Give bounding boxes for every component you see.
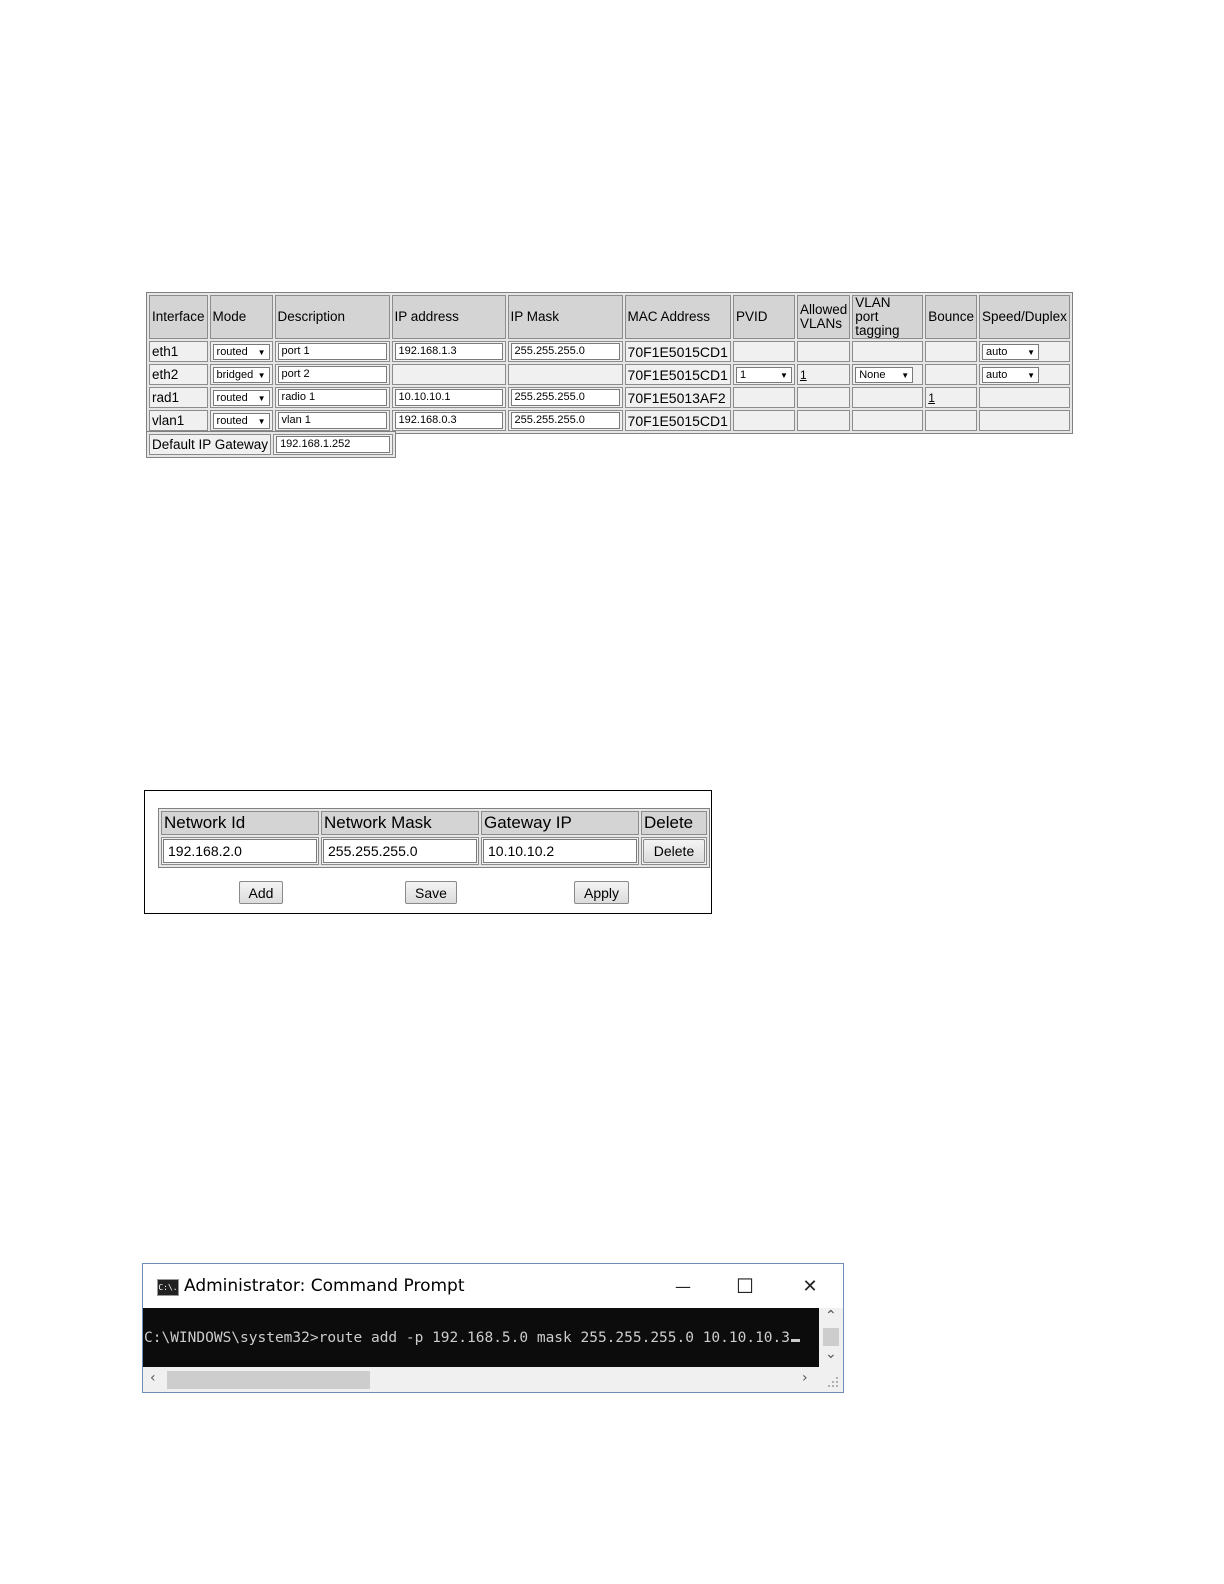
text-cursor [791,1339,800,1342]
speed-value: auto [986,369,1008,381]
default-gateway-input[interactable]: 192.168.1.252 [276,436,390,453]
default-gateway-label: Default IP Gateway [149,434,271,455]
command-prompt-window [142,1263,844,1393]
vlan-tagging-cell [852,410,923,431]
vlan-tagging-cell [852,341,923,362]
scroll-left-icon[interactable]: ‹ [150,1370,156,1386]
interface-header-row [149,295,1070,339]
add-route-button[interactable]: Add [239,881,283,904]
interface-row [149,341,1070,362]
interface-row [149,387,1070,408]
mac-address: 70F1E5015CD1 [625,341,731,362]
routes-header-row [161,811,707,835]
interface-name: eth2 [149,364,208,385]
static-routes-panel [144,790,712,914]
mac-address: 70F1E5015CD1 [625,364,731,385]
cmd-icon: C:\. [157,1279,179,1296]
interface-name: eth1 [149,341,208,362]
console-area[interactable] [143,1308,819,1367]
ip-address-input[interactable]: 10.10.10.1 [395,389,503,406]
apply-button[interactable]: Apply [574,881,629,904]
resize-grip-icon[interactable] [819,1367,843,1392]
header-interface: Interface [149,295,208,339]
window-title: Administrator: Command Prompt [184,1276,465,1296]
header-mac-address: MAC Address [625,295,731,339]
interface-name: vlan1 [149,410,208,431]
header-delete: Delete [641,811,707,835]
static-routes-table [158,808,710,868]
command-text: C:\WINDOWS\system32>route add -p 192.168.5.0 mask 255.255.255.0 10.10.10.3 [144,1330,791,1346]
scroll-right-icon[interactable]: › [802,1370,808,1386]
mode-value: routed [216,392,248,404]
chevron-down-icon: ▼ [257,393,266,403]
close-icon[interactable]: ✕ [802,1275,818,1297]
chevron-down-icon: ▼ [257,370,266,380]
minimize-icon[interactable]: — [675,1276,691,1296]
mode-select[interactable] [213,413,270,429]
route-row [161,837,707,865]
allowed-vlans-cell [797,341,850,362]
interface-name: rad1 [149,387,208,408]
header-network-mask: Network Mask [321,811,479,835]
ip-mask-cell [508,364,623,385]
resize-grip-graphic [819,1367,843,1392]
vertical-scroll-thumb[interactable] [823,1328,839,1346]
horizontal-scroll-thumb[interactable] [167,1371,370,1389]
allowed-vlans-cell [797,387,850,408]
header-description: Description [275,295,390,339]
speed-value: auto [986,346,1008,358]
network-mask-input[interactable]: 255.255.255.0 [323,839,477,863]
horizontal-scrollbar[interactable] [143,1367,819,1392]
header-vlan-port-tagging: VLAN port tagging [852,295,923,339]
mode-value: routed [216,346,248,358]
header-allowed-vlans: Allowed VLANs [797,295,850,339]
bounce-cell [925,410,977,431]
pvid-cell [733,387,795,408]
default-gateway-table [146,431,396,458]
title-bar[interactable] [143,1264,843,1308]
header-network-id: Network Id [161,811,319,835]
ip-mask-input[interactable]: 255.255.255.0 [511,412,620,429]
ip-address-input[interactable]: 192.168.1.3 [395,343,503,360]
mode-value: bridged [216,369,254,381]
ip-address-input[interactable]: 192.168.0.3 [395,412,503,429]
vlan-tagging-select[interactable] [855,367,913,383]
header-mode: Mode [210,295,273,339]
chevron-down-icon: ▼ [901,370,910,380]
header-bounce: Bounce [925,295,977,339]
description-input[interactable]: radio 1 [278,389,387,406]
pvid-value: 1 [739,369,747,381]
speed-duplex-cell [979,387,1070,408]
allowed-vlans-cell [797,410,850,431]
vlan-tagging-value: None [859,369,886,381]
mode-value: routed [216,415,248,427]
speed-duplex-cell [979,410,1070,431]
vertical-scrollbar[interactable] [819,1308,843,1367]
mac-address: 70F1E5013AF2 [625,387,731,408]
pvid-select[interactable] [736,367,792,383]
speed-duplex-select[interactable] [982,367,1039,383]
bounce-link[interactable]: 1 [928,391,935,405]
bounce-cell [925,364,977,385]
mac-address: 70F1E5015CD1 [625,410,731,431]
vlan-tagging-cell [852,387,923,408]
save-button[interactable]: Save [405,881,457,904]
header-gateway-ip: Gateway IP [481,811,639,835]
description-input[interactable]: port 2 [278,366,387,383]
ip-mask-input[interactable]: 255.255.255.0 [511,343,620,360]
pvid-cell [733,341,795,362]
mode-select[interactable] [213,344,270,360]
ip-address-cell [392,364,506,385]
scroll-up-icon[interactable]: ⌃ [825,1308,837,1324]
gateway-ip-input[interactable]: 10.10.10.2 [483,839,637,863]
interface-table [146,292,1073,434]
console-line [144,1330,800,1346]
speed-duplex-select[interactable] [982,344,1039,360]
header-ip-mask: IP Mask [508,295,623,339]
network-id-input[interactable]: 192.168.2.0 [163,839,317,863]
ip-mask-input[interactable]: 255.255.255.0 [511,389,620,406]
header-ip-address: IP address [392,295,506,339]
chevron-down-icon: ▼ [257,416,266,426]
interface-row [149,410,1070,431]
bounce-cell [925,341,977,362]
mode-select[interactable] [213,390,270,406]
delete-route-button[interactable]: Delete [643,839,705,863]
header-pvid: PVID [733,295,795,339]
chevron-down-icon: ▼ [1027,347,1036,357]
chevron-down-icon: ▼ [257,347,266,357]
maximize-icon[interactable]: ☐ [736,1274,754,1298]
interface-row [149,364,1070,385]
chevron-down-icon: ▼ [1027,370,1036,380]
pvid-cell [733,410,795,431]
description-input[interactable]: port 1 [278,343,387,360]
description-input[interactable]: vlan 1 [278,412,387,429]
mode-select[interactable] [213,367,270,383]
allowed-vlans-link[interactable]: 1 [799,368,807,382]
header-speed-duplex: Speed/Duplex [979,295,1070,339]
scroll-down-icon[interactable]: ⌄ [825,1346,837,1362]
chevron-down-icon: ▼ [780,370,788,380]
